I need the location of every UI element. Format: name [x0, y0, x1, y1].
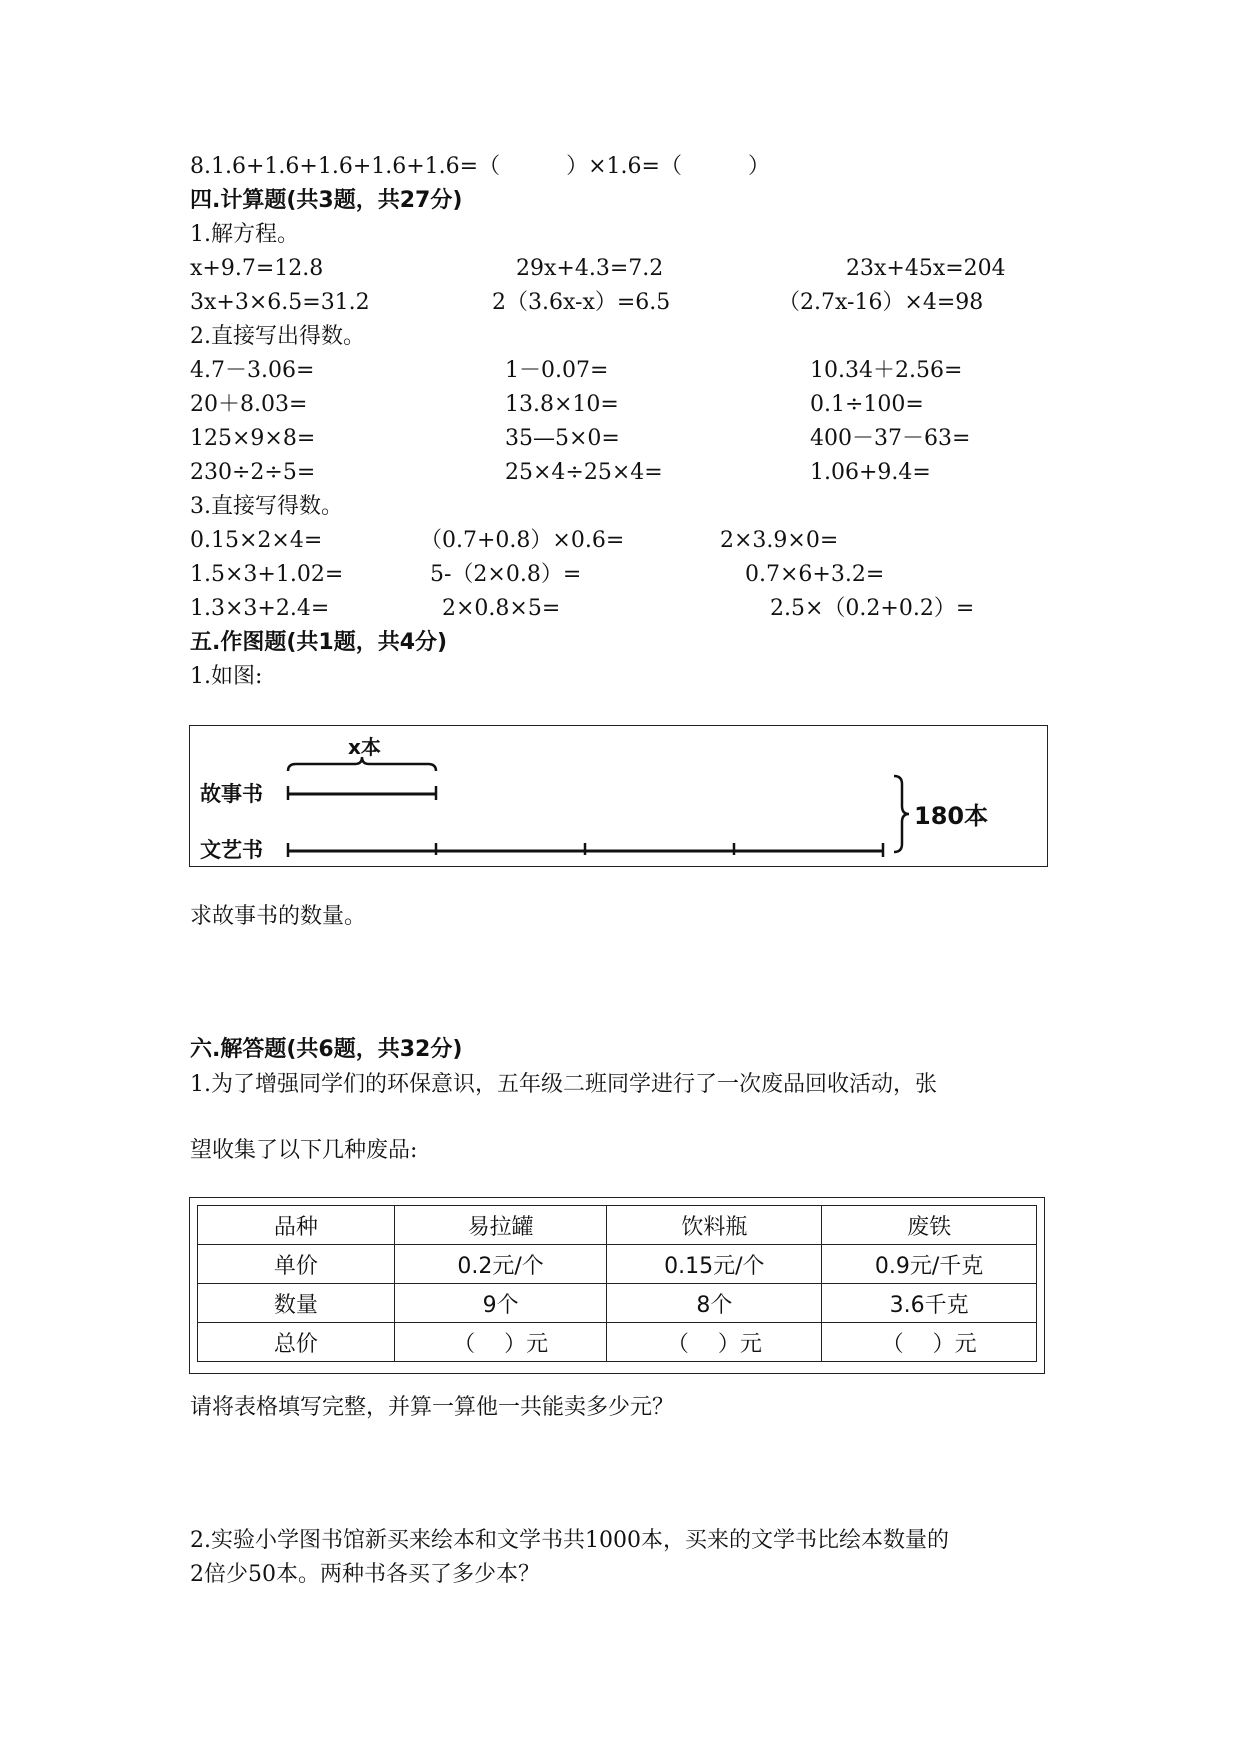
line-segment-diagram — [189, 725, 1048, 867]
table-cell: 单价 — [198, 1245, 395, 1284]
calc-item: 0.7×6+3.2= — [745, 562, 885, 587]
calc-item: 20＋8.03= — [190, 392, 308, 417]
table-cell: 易拉罐 — [394, 1206, 607, 1245]
equation: x+9.7=12.8 — [190, 256, 324, 281]
q1-title: 1.如图: — [190, 664, 263, 689]
table-cell: 品种 — [198, 1206, 395, 1245]
equation: 29x+4.3=7.2 — [516, 256, 664, 281]
table-cell: 8个 — [607, 1284, 822, 1323]
calc-item: 2×3.9×0= — [720, 528, 839, 553]
calc-item: 230÷2÷5= — [190, 460, 316, 485]
x-label: x本 — [348, 735, 381, 759]
table-row — [198, 1245, 1037, 1284]
calc-item: 1.06+9.4= — [810, 460, 931, 485]
diagram-question: 求故事书的数量。 — [190, 904, 367, 929]
q3-title: 3.直接写得数。 — [190, 494, 343, 519]
equation: 2（3.6x-x）=6.5 — [492, 290, 671, 315]
calc-item: 2×0.8×5= — [442, 596, 561, 621]
table-cell: 0.9元/千克 — [822, 1245, 1037, 1284]
calc-item: 0.15×2×4= — [190, 528, 323, 553]
calc-item: 0.1÷100= — [810, 392, 924, 417]
table-cell: 废铁 — [822, 1206, 1037, 1245]
question-8-line: 8.1.6+1.6+1.6+1.6+1.6=（ ）×1.6=（ ） — [190, 154, 770, 179]
story-book-label: 故事书 — [200, 782, 263, 806]
q1-text-line2: 望收集了以下几种废品: — [190, 1138, 418, 1163]
table-cell: 数量 — [198, 1284, 395, 1323]
table-cell: 0.2元/个 — [394, 1245, 607, 1284]
table-cell: 9个 — [394, 1284, 607, 1323]
table-cell: （ ）元 — [822, 1323, 1037, 1362]
table-row — [198, 1323, 1037, 1362]
table-cell: （ ）元 — [607, 1323, 822, 1362]
q1-text-line1: 1.为了增强同学们的环保意识，五年级二班同学进行了一次废品回收活动，张 — [190, 1072, 937, 1097]
calc-item: 10.34＋2.56= — [810, 358, 963, 383]
calc-item: 4.7－3.06= — [190, 358, 315, 383]
table-row — [198, 1284, 1037, 1323]
q2-text-line2: 2倍少50本。两种书各买了多少本？ — [190, 1562, 540, 1587]
section-4-heading: 四.计算题(共3题，共27分) — [190, 188, 463, 213]
equation: 3x+3×6.5=31.2 — [190, 290, 370, 315]
table-cell: （ ）元 — [394, 1323, 607, 1362]
total-label: 180本 — [914, 802, 989, 830]
recycling-table-frame — [189, 1197, 1045, 1374]
table-cell: 0.15元/个 — [607, 1245, 822, 1284]
literature-book-label: 文艺书 — [200, 838, 263, 862]
section-5-heading: 五.作图题(共1题，共4分) — [190, 630, 448, 655]
table-cell: 总价 — [198, 1323, 395, 1362]
section-6-heading: 六.解答题(共6题，共32分) — [190, 1037, 463, 1062]
q2-title: 2.直接写出得数。 — [190, 324, 365, 349]
table-cell: 3.6千克 — [822, 1284, 1037, 1323]
calc-item: 2.5×（0.2+0.2）= — [770, 596, 975, 621]
calc-item: 125×9×8= — [190, 426, 316, 451]
table-row — [198, 1206, 1037, 1245]
table-cell: 饮料瓶 — [607, 1206, 822, 1245]
calc-item: （0.7+0.8）×0.6= — [420, 528, 625, 553]
calc-item: 13.8×10= — [505, 392, 619, 417]
calc-item: 1－0.07= — [505, 358, 609, 383]
calc-item: 1.3×3+2.4= — [190, 596, 330, 621]
equation: 23x+45x=204 — [846, 256, 1006, 281]
calc-item: 1.5×3+1.02= — [190, 562, 344, 587]
q2-text-line1: 2.实验小学图书馆新买来绘本和文学书共1000本，买来的文学书比绘本数量的 — [190, 1528, 949, 1553]
calc-item: 400－37－63= — [810, 426, 971, 451]
calc-item: 25×4÷25×4= — [505, 460, 663, 485]
calc-item: 5-（2×0.8）= — [430, 562, 582, 587]
q1-title: 1.解方程。 — [190, 222, 299, 247]
q1-question: 请将表格填写完整，并算一算他一共能卖多少元？ — [190, 1395, 675, 1420]
calc-item: 35—5×0= — [505, 426, 620, 451]
equation: （2.7x-16）×4=98 — [778, 290, 984, 315]
recycling-table — [197, 1205, 1037, 1362]
brace-right — [894, 776, 909, 852]
